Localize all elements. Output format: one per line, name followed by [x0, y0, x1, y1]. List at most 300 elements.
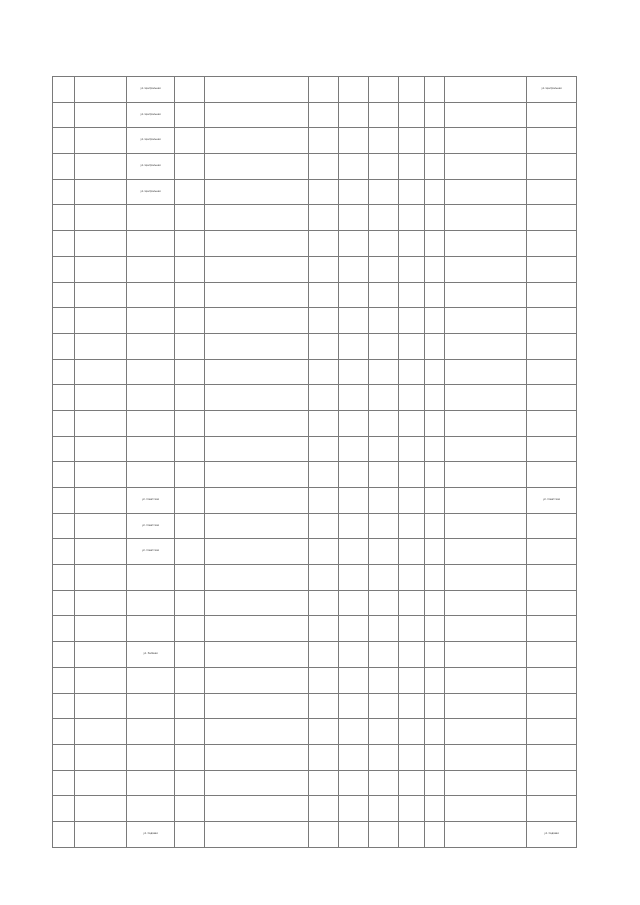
site-area: [339, 565, 369, 591]
street-address: [127, 565, 175, 591]
container-count: [369, 154, 399, 180]
container-count: [369, 179, 399, 205]
map-link[interactable]: [205, 179, 309, 205]
settlement-name: [75, 667, 127, 693]
table-row: [53, 359, 577, 385]
served-addresses: ул. Садовая: [527, 821, 577, 847]
table-row: [53, 154, 577, 180]
street-address: [127, 359, 175, 385]
street-address: ул. Центральная: [127, 102, 175, 128]
served-addresses: [527, 128, 577, 154]
container-volume: [399, 282, 425, 308]
table-row: [53, 821, 577, 847]
site-area: [339, 667, 369, 693]
surface-type: [309, 821, 339, 847]
map-link[interactable]: [205, 693, 309, 719]
served-addresses: [527, 436, 577, 462]
container-total: [425, 179, 445, 205]
operator-info: [445, 179, 527, 205]
settlement-name: [75, 770, 127, 796]
operator-info: [445, 590, 527, 616]
table-row: [53, 488, 577, 514]
container-total: [425, 77, 445, 103]
settlement-name: [75, 436, 127, 462]
container-count: [369, 333, 399, 359]
operator-info: [445, 693, 527, 719]
surface-type: [309, 256, 339, 282]
served-addresses: [527, 719, 577, 745]
coordinates: [175, 642, 205, 668]
operator-info: [445, 359, 527, 385]
operator-info: [445, 821, 527, 847]
map-link[interactable]: [205, 205, 309, 231]
served-addresses: [527, 642, 577, 668]
container-count: [369, 693, 399, 719]
street-address: [127, 590, 175, 616]
site-area: [339, 333, 369, 359]
container-volume: [399, 539, 425, 565]
street-address: ул. Центральная: [127, 128, 175, 154]
map-link[interactable]: [205, 590, 309, 616]
surface-type: [309, 102, 339, 128]
operator-info: [445, 256, 527, 282]
street-address: ул. Советская: [127, 539, 175, 565]
settlement-name: [75, 179, 127, 205]
surface-type: [309, 693, 339, 719]
surface-type: [309, 359, 339, 385]
street-address: [127, 256, 175, 282]
coordinates: [175, 385, 205, 411]
surface-type: [309, 282, 339, 308]
site-area: [339, 282, 369, 308]
container-count: [369, 821, 399, 847]
operator-info: [445, 128, 527, 154]
map-link[interactable]: [205, 821, 309, 847]
container-volume: [399, 744, 425, 770]
table-row: [53, 539, 577, 565]
surface-type: [309, 642, 339, 668]
table-row: [53, 642, 577, 668]
map-link[interactable]: [205, 770, 309, 796]
container-volume: [399, 616, 425, 642]
settlement-name: [75, 128, 127, 154]
site-area: [339, 513, 369, 539]
served-addresses: [527, 282, 577, 308]
served-addresses: [527, 513, 577, 539]
registry-rows: [53, 77, 577, 848]
map-link[interactable]: [205, 359, 309, 385]
container-volume: [399, 436, 425, 462]
row-number: [53, 565, 75, 591]
container-count: [369, 565, 399, 591]
container-count: [369, 231, 399, 257]
container-count: [369, 102, 399, 128]
surface-type: [309, 154, 339, 180]
site-area: [339, 308, 369, 334]
site-area: [339, 436, 369, 462]
map-link[interactable]: [205, 642, 309, 668]
container-total: [425, 128, 445, 154]
settlement-name: [75, 410, 127, 436]
operator-info: [445, 308, 527, 334]
table-row: [53, 256, 577, 282]
container-volume: [399, 719, 425, 745]
settlement-name: [75, 488, 127, 514]
document-page: [52, 76, 576, 848]
settlement-name: [75, 642, 127, 668]
site-area: [339, 231, 369, 257]
map-link[interactable]: [205, 436, 309, 462]
container-volume: [399, 565, 425, 591]
container-total: [425, 642, 445, 668]
row-number: [53, 590, 75, 616]
container-count: [369, 128, 399, 154]
served-addresses: [527, 539, 577, 565]
settlement-name: [75, 462, 127, 488]
table-row: [53, 744, 577, 770]
surface-type: [309, 667, 339, 693]
container-count: [369, 205, 399, 231]
table-row: [53, 513, 577, 539]
container-total: [425, 308, 445, 334]
map-link[interactable]: [205, 616, 309, 642]
table-row: [53, 719, 577, 745]
served-addresses: [527, 744, 577, 770]
table-row: [53, 590, 577, 616]
served-addresses: [527, 667, 577, 693]
served-addresses: [527, 205, 577, 231]
container-count: [369, 539, 399, 565]
coordinates: [175, 488, 205, 514]
map-link[interactable]: [205, 102, 309, 128]
row-number: [53, 410, 75, 436]
settlement-name: [75, 565, 127, 591]
map-link[interactable]: [205, 256, 309, 282]
row-number: [53, 744, 75, 770]
container-volume: [399, 642, 425, 668]
served-addresses: [527, 333, 577, 359]
settlement-name: [75, 385, 127, 411]
operator-info: [445, 719, 527, 745]
served-addresses: [527, 308, 577, 334]
coordinates: [175, 436, 205, 462]
served-addresses: [527, 154, 577, 180]
container-total: [425, 513, 445, 539]
container-count: [369, 744, 399, 770]
served-addresses: [527, 256, 577, 282]
row-number: [53, 359, 75, 385]
site-area: [339, 796, 369, 822]
row-number: [53, 719, 75, 745]
map-link[interactable]: [205, 308, 309, 334]
settlement-name: [75, 256, 127, 282]
site-area: [339, 359, 369, 385]
surface-type: [309, 796, 339, 822]
site-area: [339, 256, 369, 282]
row-number: [53, 513, 75, 539]
container-total: [425, 616, 445, 642]
surface-type: [309, 539, 339, 565]
served-addresses: ул. Советская: [527, 488, 577, 514]
operator-info: [445, 770, 527, 796]
settlement-name: [75, 77, 127, 103]
site-area: [339, 488, 369, 514]
container-total: [425, 770, 445, 796]
row-number: [53, 616, 75, 642]
map-link[interactable]: [205, 744, 309, 770]
table-row: [53, 231, 577, 257]
surface-type: [309, 179, 339, 205]
container-volume: [399, 462, 425, 488]
street-address: ул. Зелёная: [127, 642, 175, 668]
served-addresses: [527, 231, 577, 257]
surface-type: [309, 308, 339, 334]
served-addresses: [527, 770, 577, 796]
map-link[interactable]: [205, 462, 309, 488]
container-count: [369, 667, 399, 693]
map-link[interactable]: [205, 539, 309, 565]
container-count: [369, 796, 399, 822]
street-address: ул. Центральная: [127, 77, 175, 103]
map-link[interactable]: [205, 77, 309, 103]
street-address: [127, 231, 175, 257]
container-total: [425, 719, 445, 745]
container-count: [369, 770, 399, 796]
container-volume: [399, 333, 425, 359]
surface-type: [309, 410, 339, 436]
site-area: [339, 385, 369, 411]
site-area: [339, 821, 369, 847]
site-area: [339, 719, 369, 745]
coordinates: [175, 667, 205, 693]
served-addresses: [527, 590, 577, 616]
served-addresses: [527, 102, 577, 128]
street-address: [127, 462, 175, 488]
coordinates: [175, 179, 205, 205]
street-address: ул. Советская: [127, 488, 175, 514]
row-number: [53, 308, 75, 334]
coordinates: [175, 744, 205, 770]
map-link[interactable]: [205, 488, 309, 514]
container-volume: [399, 77, 425, 103]
site-area: [339, 616, 369, 642]
street-address: ул. Советская: [127, 513, 175, 539]
container-total: [425, 744, 445, 770]
settlement-name: [75, 308, 127, 334]
container-total: [425, 539, 445, 565]
street-address: [127, 616, 175, 642]
row-number: [53, 231, 75, 257]
map-link[interactable]: [205, 385, 309, 411]
container-volume: [399, 179, 425, 205]
street-address: [127, 385, 175, 411]
container-volume: [399, 667, 425, 693]
surface-type: [309, 565, 339, 591]
coordinates: [175, 359, 205, 385]
coordinates: [175, 102, 205, 128]
coordinates: [175, 333, 205, 359]
table-row: [53, 333, 577, 359]
table-row: [53, 77, 577, 103]
container-total: [425, 436, 445, 462]
operator-info: [445, 231, 527, 257]
row-number: [53, 488, 75, 514]
street-address: [127, 205, 175, 231]
container-total: [425, 821, 445, 847]
container-total: [425, 154, 445, 180]
served-addresses: [527, 385, 577, 411]
map-link[interactable]: [205, 565, 309, 591]
container-volume: [399, 231, 425, 257]
table-row: [53, 282, 577, 308]
table-row: [53, 179, 577, 205]
table-row: [53, 128, 577, 154]
surface-type: [309, 462, 339, 488]
street-address: [127, 667, 175, 693]
coordinates: [175, 539, 205, 565]
row-number: [53, 642, 75, 668]
container-volume: [399, 796, 425, 822]
operator-info: [445, 205, 527, 231]
container-count: [369, 77, 399, 103]
container-count: [369, 359, 399, 385]
row-number: [53, 436, 75, 462]
served-addresses: [527, 796, 577, 822]
map-link[interactable]: [205, 231, 309, 257]
row-number: [53, 179, 75, 205]
street-address: [127, 308, 175, 334]
operator-info: [445, 539, 527, 565]
served-addresses: [527, 565, 577, 591]
map-link[interactable]: [205, 128, 309, 154]
site-area: [339, 770, 369, 796]
settlement-name: [75, 590, 127, 616]
container-total: [425, 488, 445, 514]
site-area: [339, 590, 369, 616]
served-addresses: [527, 410, 577, 436]
coordinates: [175, 282, 205, 308]
street-address: [127, 719, 175, 745]
served-addresses: [527, 179, 577, 205]
container-count: [369, 410, 399, 436]
surface-type: [309, 616, 339, 642]
operator-info: [445, 282, 527, 308]
row-number: [53, 128, 75, 154]
map-link[interactable]: [205, 796, 309, 822]
container-count: [369, 590, 399, 616]
surface-type: [309, 385, 339, 411]
map-link[interactable]: [205, 719, 309, 745]
container-count: [369, 436, 399, 462]
operator-info: [445, 77, 527, 103]
row-number: [53, 462, 75, 488]
map-link[interactable]: [205, 333, 309, 359]
site-area: [339, 102, 369, 128]
served-addresses: ул. Центральная: [527, 77, 577, 103]
container-count: [369, 282, 399, 308]
coordinates: [175, 565, 205, 591]
map-link[interactable]: [205, 154, 309, 180]
container-total: [425, 359, 445, 385]
map-link[interactable]: [205, 513, 309, 539]
row-number: [53, 385, 75, 411]
settlement-name: [75, 796, 127, 822]
table-row: [53, 436, 577, 462]
settlement-name: [75, 744, 127, 770]
container-total: [425, 256, 445, 282]
site-area: [339, 642, 369, 668]
operator-info: [445, 642, 527, 668]
settlement-name: [75, 539, 127, 565]
map-link[interactable]: [205, 282, 309, 308]
table-row: [53, 410, 577, 436]
settlement-name: [75, 719, 127, 745]
coordinates: [175, 410, 205, 436]
street-address: [127, 410, 175, 436]
container-volume: [399, 205, 425, 231]
operator-info: [445, 565, 527, 591]
operator-info: [445, 333, 527, 359]
site-area: [339, 693, 369, 719]
operator-info: [445, 796, 527, 822]
surface-type: [309, 590, 339, 616]
site-area: [339, 539, 369, 565]
table-row: [53, 770, 577, 796]
operator-info: [445, 102, 527, 128]
container-volume: [399, 770, 425, 796]
street-address: ул. Центральная: [127, 154, 175, 180]
table-row: [53, 796, 577, 822]
container-total: [425, 796, 445, 822]
container-count: [369, 385, 399, 411]
operator-info: [445, 513, 527, 539]
container-volume: [399, 256, 425, 282]
coordinates: [175, 796, 205, 822]
table-row: [53, 462, 577, 488]
row-number: [53, 796, 75, 822]
coordinates: [175, 128, 205, 154]
site-area: [339, 77, 369, 103]
row-number: [53, 205, 75, 231]
table-row: [53, 205, 577, 231]
row-number: [53, 667, 75, 693]
row-number: [53, 77, 75, 103]
street-address: [127, 693, 175, 719]
street-address: [127, 282, 175, 308]
operator-info: [445, 616, 527, 642]
operator-info: [445, 667, 527, 693]
served-addresses: [527, 693, 577, 719]
street-address: ул. Центральная: [127, 179, 175, 205]
coordinates: [175, 513, 205, 539]
surface-type: [309, 436, 339, 462]
container-count: [369, 462, 399, 488]
site-area: [339, 179, 369, 205]
container-volume: [399, 410, 425, 436]
settlement-name: [75, 154, 127, 180]
site-area: [339, 744, 369, 770]
surface-type: [309, 488, 339, 514]
served-addresses: [527, 462, 577, 488]
map-link[interactable]: [205, 667, 309, 693]
coordinates: [175, 77, 205, 103]
surface-type: [309, 333, 339, 359]
map-link[interactable]: [205, 410, 309, 436]
surface-type: [309, 77, 339, 103]
row-number: [53, 256, 75, 282]
container-total: [425, 693, 445, 719]
table-row: [53, 616, 577, 642]
